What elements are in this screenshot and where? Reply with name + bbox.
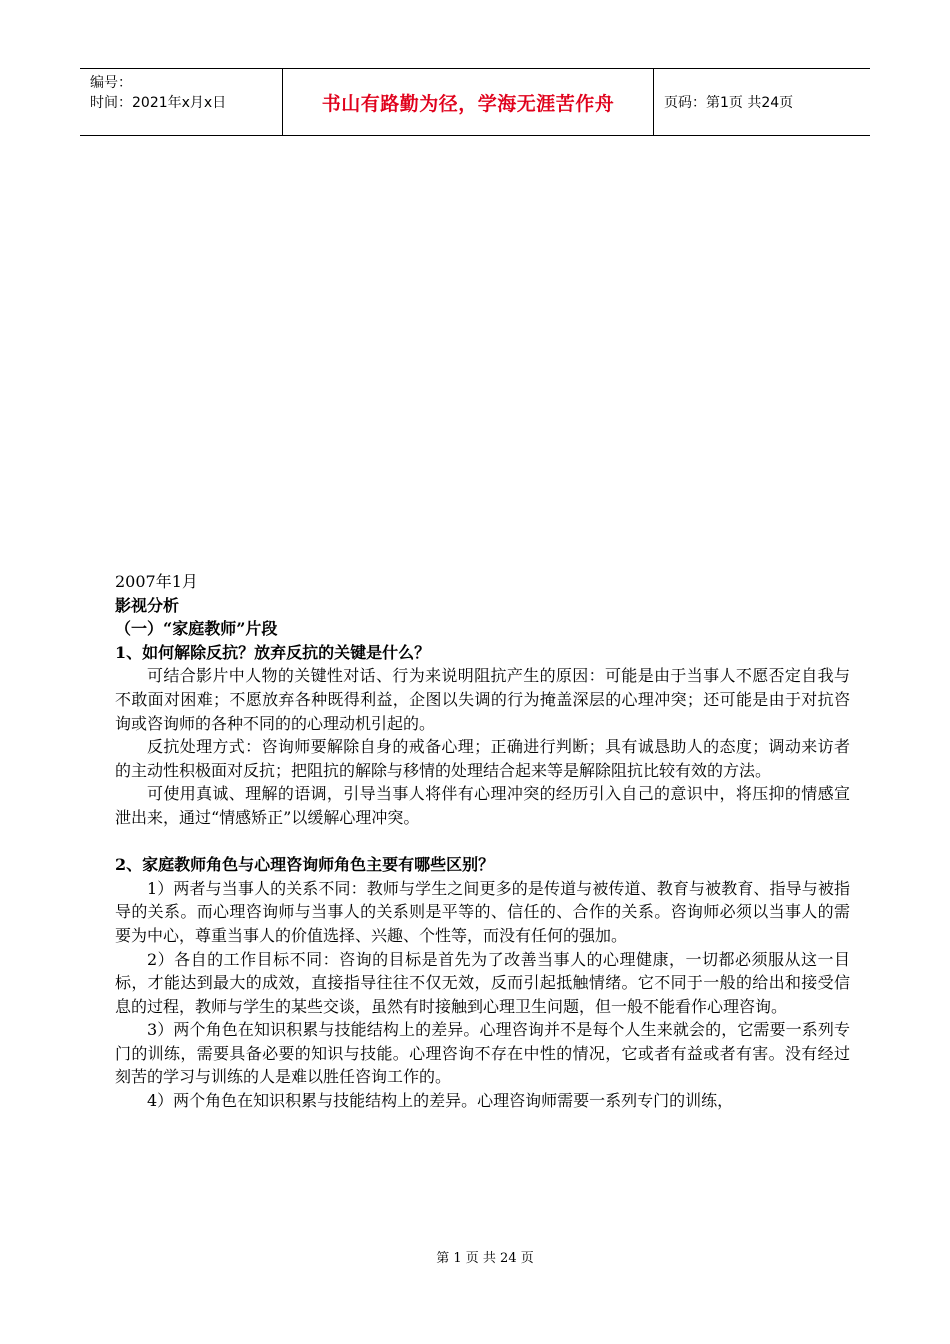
question-1-paragraph: 可使用真诚、理解的语调，引导当事人将伴有心理冲突的经历引入自己的意识中，将压抑的情感宣泄出来，通过“情感矫正”以缓解心理冲突。 [115, 784, 850, 827]
question-2-paragraph: 3）两个角色在知识积累与技能结构上的差异。心理咨询并不是每个人生来就会的，它需要一系列专门的训练，需要具备必要的知识与技能。心理咨询不存在中性的情况，它或者有益或者有害。没有经过刻苦的学习与训练的人是难以胜任咨询工作的。 [115, 1020, 850, 1087]
footer-page-number: 第 1 页 共 24 页 [436, 1251, 534, 1266]
time-label: 时间：2021年x月x日 [90, 95, 227, 111]
document-header [80, 68, 870, 136]
subsection-title: （一）“家庭教师”片段 [115, 619, 278, 639]
header-motto-cell [282, 69, 654, 135]
header-page-info-cell [654, 69, 870, 135]
question-1-paragraph: 可结合影片中人物的关键性对话、行为来说明阻抗产生的原因：可能是由于当事人不愿否定自我与不敢面对困难；不愿放弃各种既得利益，企图以失调的行为掩盖深层的心理冲突；还可能是由于对抗咨询或咨询师的各种不同的的心理动机引起的。 [115, 666, 850, 733]
header-meta [80, 69, 282, 135]
question-2-title: 2、家庭教师角色与心理咨询师角色主要有哪些区别？ [115, 855, 495, 875]
question-1-paragraph: 反抗处理方式：咨询师要解除自身的戒备心理；正确进行判断；具有诚恳助人的态度；调动来访者的主动性积极面对反抗；把阻抗的解除与移情的处理结合起来等是解除阻抗比较有效的方法。 [115, 737, 850, 780]
question-2-paragraph: 1）两者与当事人的关系不同：教师与学生之间更多的是传道与被传道、教育与被教育、指导与被指导的关系。而心理咨询师与当事人的关系则是平等的、信任的、合作的关系。咨询师必须以当事人的需要为中心，尊重当事人的价值选择、兴趣、个性等，而没有任何的强加。 [115, 878, 850, 945]
section-title: 影视分析 [115, 595, 180, 615]
document-body [115, 570, 850, 1113]
question-1-title: 1、如何解除反抗？放弃反抗的关键是什么？ [115, 642, 431, 662]
paragraph-spacer [115, 830, 850, 854]
document-date: 2007年1月 [115, 572, 198, 591]
question-2-paragraph: 2）各自的工作目标不同：咨询的目标是首先为了改善当事人的心理健康，一切都必须服从这一目标，才能达到最大的成效，直接指导往往不仅无效，反而引起抵触情绪。它不同于一般的给出和接受信息的过程，教师与学生的某些交谈，虽然有时接触到心理卫生问题，但一般不能看作心理咨询。 [115, 949, 850, 1016]
number-label: 编号： [90, 75, 132, 91]
question-2-paragraph: 4）两个角色在知识积累与技能结构上的差异。心理咨询师需要一系列专门的训练， [147, 1091, 734, 1111]
header-motto: 书山有路勤为径，学海无涯苦作舟 [321, 92, 615, 115]
page-footer [0, 1247, 950, 1266]
header-page-info: 页码：第1页 共24页 [664, 95, 794, 111]
